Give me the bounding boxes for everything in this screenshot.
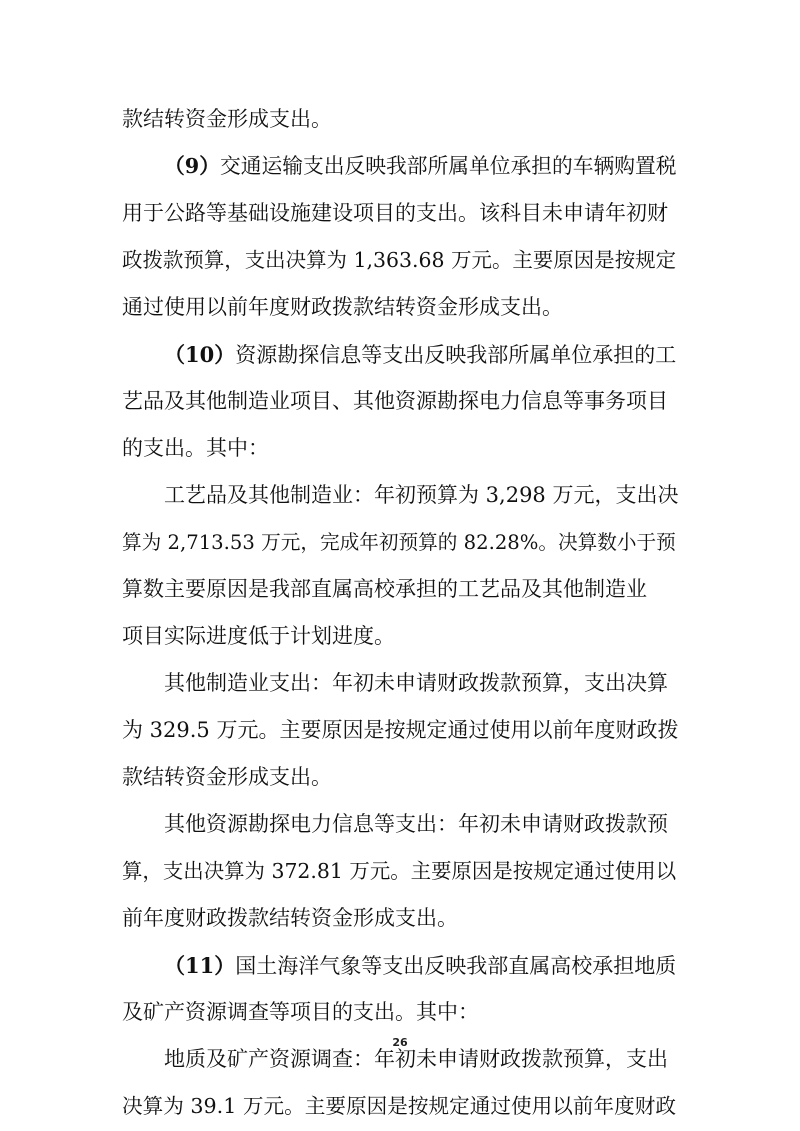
line-text: 用于公路等基础设施建设项目的支出。该科目未申请年初财 — [122, 201, 668, 225]
line-text: 艺品及其他制造业项目、其他资源勘探电力信息等事务项目 — [122, 389, 668, 413]
text-line — [122, 848, 682, 895]
page-number: 26 — [392, 1036, 408, 1049]
text-line — [122, 378, 682, 425]
text-line — [122, 331, 682, 378]
line-text: 算，支出决算为 372.81 万元。主要原因是按规定通过使用以 — [122, 859, 677, 883]
text-line — [122, 566, 682, 613]
line-text: 算为 2,713.53 万元，完成年初预算的 82.28%。决算数小于预 — [122, 531, 676, 554]
text-line — [122, 472, 682, 519]
text-line — [122, 989, 682, 1036]
item-number: （11） — [164, 953, 236, 978]
line-text: 其他制造业支出：年初未申请财政拨款预算，支出决算 — [164, 671, 668, 695]
text-line — [122, 895, 682, 942]
line-text: 及矿产资源调查等项目的支出。其中： — [122, 1000, 479, 1024]
line-text: 其他资源勘探电力信息等支出：年初未申请财政拨款预 — [164, 812, 668, 836]
text-line — [122, 707, 682, 754]
body-text — [122, 96, 682, 1130]
line-text: 地质及矿产资源调查：年初未申请财政拨款预算，支出 — [164, 1047, 668, 1071]
text-line — [122, 96, 682, 143]
line-text: 的支出。其中： — [122, 436, 269, 460]
text-line — [122, 284, 682, 331]
line-text: 算数主要原因是我部直属高校承担的工艺品及其他制造业 — [122, 577, 647, 601]
line-text: 政拨款预算，支出决算为 1,363.68 万元。主要原因是按规定 — [122, 248, 677, 272]
text-line — [122, 237, 682, 284]
item-number: （10） — [164, 342, 236, 367]
line-text: 款结转资金形成支出。 — [122, 765, 332, 789]
text-line — [122, 519, 682, 566]
text-line — [122, 754, 682, 801]
text-line — [122, 801, 682, 848]
text-line — [122, 425, 682, 472]
line-text: 款结转资金形成支出。 — [122, 107, 332, 131]
item-number: （9） — [164, 154, 220, 178]
text-line — [122, 660, 682, 707]
line-text: 决算为 39.1 万元。主要原因是按规定通过使用以前年度财政 — [122, 1094, 677, 1118]
line-text: 交通运输支出反映我部所属单位承担的车辆购置税 — [219, 154, 677, 178]
text-line — [122, 613, 682, 660]
line-text: 国土海洋气象等支出反映我部直属高校承担地质 — [235, 954, 677, 978]
line-text: 项目实际进度低于计划进度。 — [122, 624, 395, 648]
text-line — [122, 190, 682, 237]
line-text: 工艺品及其他制造业：年初预算为 3,298 万元，支出决 — [164, 483, 679, 507]
line-text: 通过使用以前年度财政拨款结转资金形成支出。 — [122, 295, 563, 319]
line-text: 前年度财政拨款结转资金形成支出。 — [122, 906, 458, 930]
text-line — [122, 143, 682, 190]
line-text: 资源勘探信息等支出反映我部所属单位承担的工 — [235, 343, 677, 367]
text-line — [122, 942, 682, 989]
line-text: 为 329.5 万元。主要原因是按规定通过使用以前年度财政拨 — [122, 718, 679, 742]
text-line — [122, 1083, 682, 1130]
